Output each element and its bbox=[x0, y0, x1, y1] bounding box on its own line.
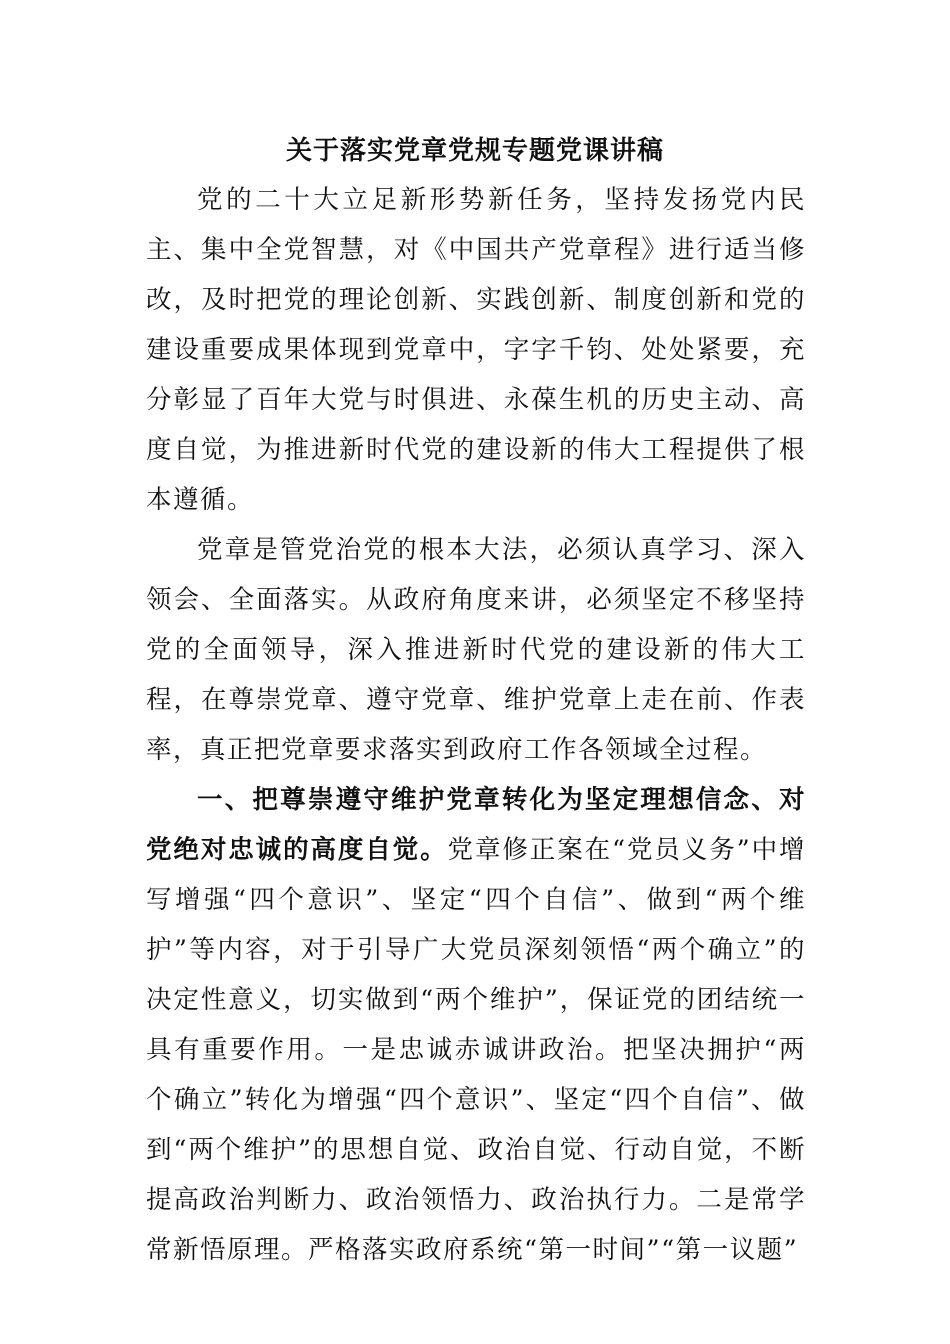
paragraph-1 bbox=[146, 175, 806, 525]
document-title: 关于落实党章党规专题党课讲稿 bbox=[285, 136, 664, 166]
paragraph-text: 党章修正案在“党员义务”中增写增强“四个意识”、坚定“四个自信”、做到“两个维护”等内容，对于引导广大党员深刻领悟“两个确立”的决定性意义，切实做到“两个维护”，保证党的团结统一具有重要作用。一是忠诚赤诚讲政治。把坚决拥护“两个确立”转化为增强“四个意识”、坚定“四个自信”、做到“两个维护”的思想自觉、政治自觉、行动自觉，不断提高政治判断力、政治领悟力、政治执行力。二是常学常新悟原理。严格落实政府系统“第一时间”“第一议题” bbox=[146, 835, 806, 1265]
paragraph-2 bbox=[146, 525, 806, 775]
paragraph-text: 党的二十大立足新形势新任务，坚持发扬党内民主、集中全党智慧，对《中国共产党章程》进行适当修改，及时把党的理论创新、实践创新、制度创新和党的建设重要成果体现到党章中，字字千钧、处处紧要，充分彰显了百年大党与时俱进、永葆生机的历史主动、高度自觉，为推进新时代党的建设新的伟大工程提供了根本遵循。 bbox=[146, 185, 806, 515]
paragraph-text: 党章是管党治党的根本大法，必须认真学习、深入领会、全面落实。从政府角度来讲，必须坚定不移坚持党的全面领导，深入推进新时代党的建设新的伟大工程，在尊崇党章、遵守党章、维护党章上走在前、作表率，真正把党章要求落实到政府工作各领域全过程。 bbox=[146, 535, 806, 765]
paragraph-3 bbox=[146, 775, 806, 1275]
section-heading-1: 一、把尊崇遵守维护党章转化为坚定理想信念、对党绝对忠诚的高度自觉。 bbox=[146, 785, 806, 865]
document-body bbox=[146, 175, 806, 1275]
